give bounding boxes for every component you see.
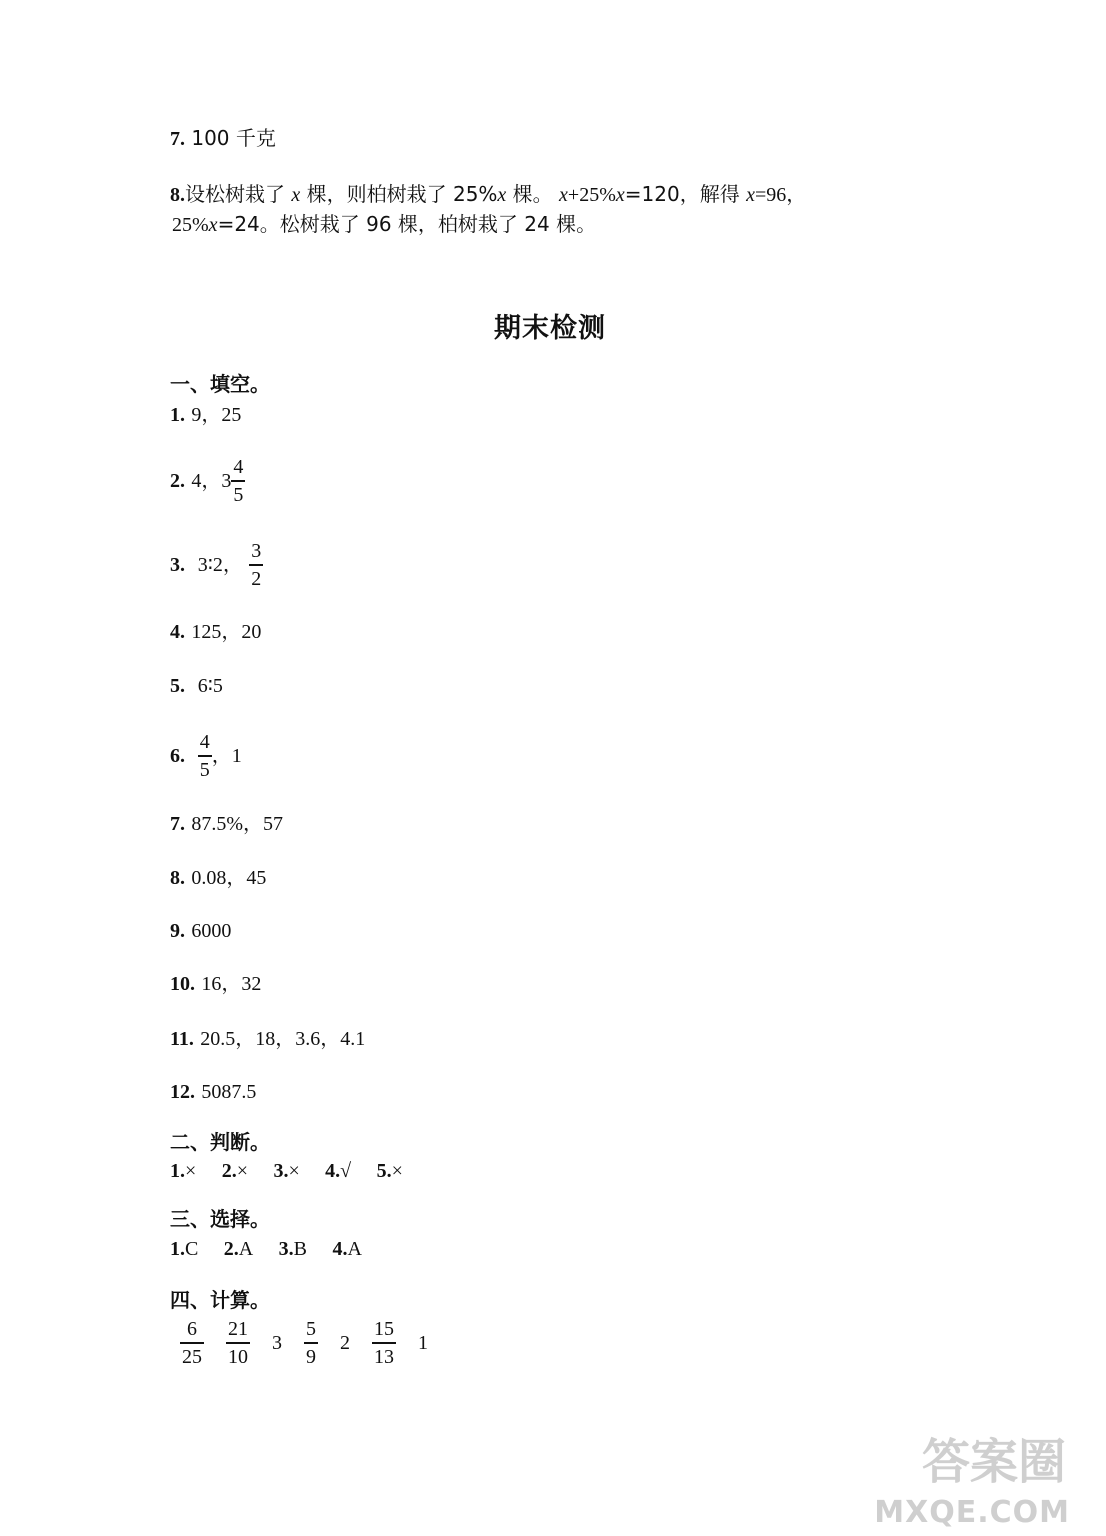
fraction: $\frac{3}{2}$ <box>251 540 262 590</box>
fill-answer-4: 4. 125，20 <box>170 621 262 643</box>
fill-answer-11: 11. 20.5，18，3.6，4.1 <box>170 1028 366 1050</box>
fill-answer-1: 1. 9，25 <box>170 404 242 426</box>
fraction: $\frac{15}{13}$ <box>374 1318 394 1368</box>
fill-answer-8: 8. 0.08，45 <box>170 867 267 889</box>
fill-answer-7: 7. 87.5%，57 <box>170 813 284 835</box>
prev-answer-7: 7. 100 千克 <box>170 126 276 150</box>
fill-answer-9: 9. 6000 <box>170 920 232 942</box>
fill-answer-5: 5. 6∶5 <box>170 675 223 697</box>
fraction: $\frac{21}{10}$ <box>228 1318 248 1368</box>
page-title: 期末检测 <box>494 313 606 344</box>
calc-answers: $\frac{6}{25}$ $\frac{21}{10}$ 3 $\frac{5}{9}$ 2 $\frac{15}{13}$ 1 <box>182 1318 428 1368</box>
section-heading-fill: 一、填空。 <box>170 372 270 396</box>
judge-answers: 1.× 2.× 3.× 4.√ 5.× <box>170 1160 403 1182</box>
fill-answer-6: 6. $\frac{4}{5}$ ，1 <box>170 731 242 781</box>
watermark-url: MXQE.COM <box>874 1495 1070 1530</box>
prev-answer-8-line1: 8.设松树栽了 x 棵，则柏树栽了 25%x 棵。 x+25%x=120，解得 x=96， <box>170 182 807 206</box>
section-heading-choice: 三、选择。 <box>170 1207 270 1231</box>
fraction: $\frac{4}{5}$ <box>233 456 244 506</box>
section-heading-judge: 二、判断。 <box>170 1130 270 1154</box>
fill-answer-2: 2. 4，3 $\frac{4}{5}$ <box>170 456 244 506</box>
fill-answer-12: 12. 5087.5 <box>170 1081 257 1103</box>
fraction: $\frac{4}{5}$ <box>199 731 210 781</box>
prev-answer-8-line2: 25%x=24。松树栽了 96 棵，柏树栽了 24 棵。 <box>172 212 597 236</box>
choice-answers: 1.C 2.A 3.B 4.A <box>170 1238 362 1260</box>
fill-answer-10: 10. 16，32 <box>170 973 262 995</box>
watermark-logo: 答案圈 <box>921 1434 1066 1490</box>
fraction: $\frac{6}{25}$ <box>182 1318 202 1368</box>
fraction: $\frac{5}{9}$ <box>306 1318 316 1368</box>
section-heading-calc: 四、计算。 <box>170 1288 270 1312</box>
fill-answer-3: 3. 3∶2， $\frac{3}{2}$ <box>170 540 262 590</box>
